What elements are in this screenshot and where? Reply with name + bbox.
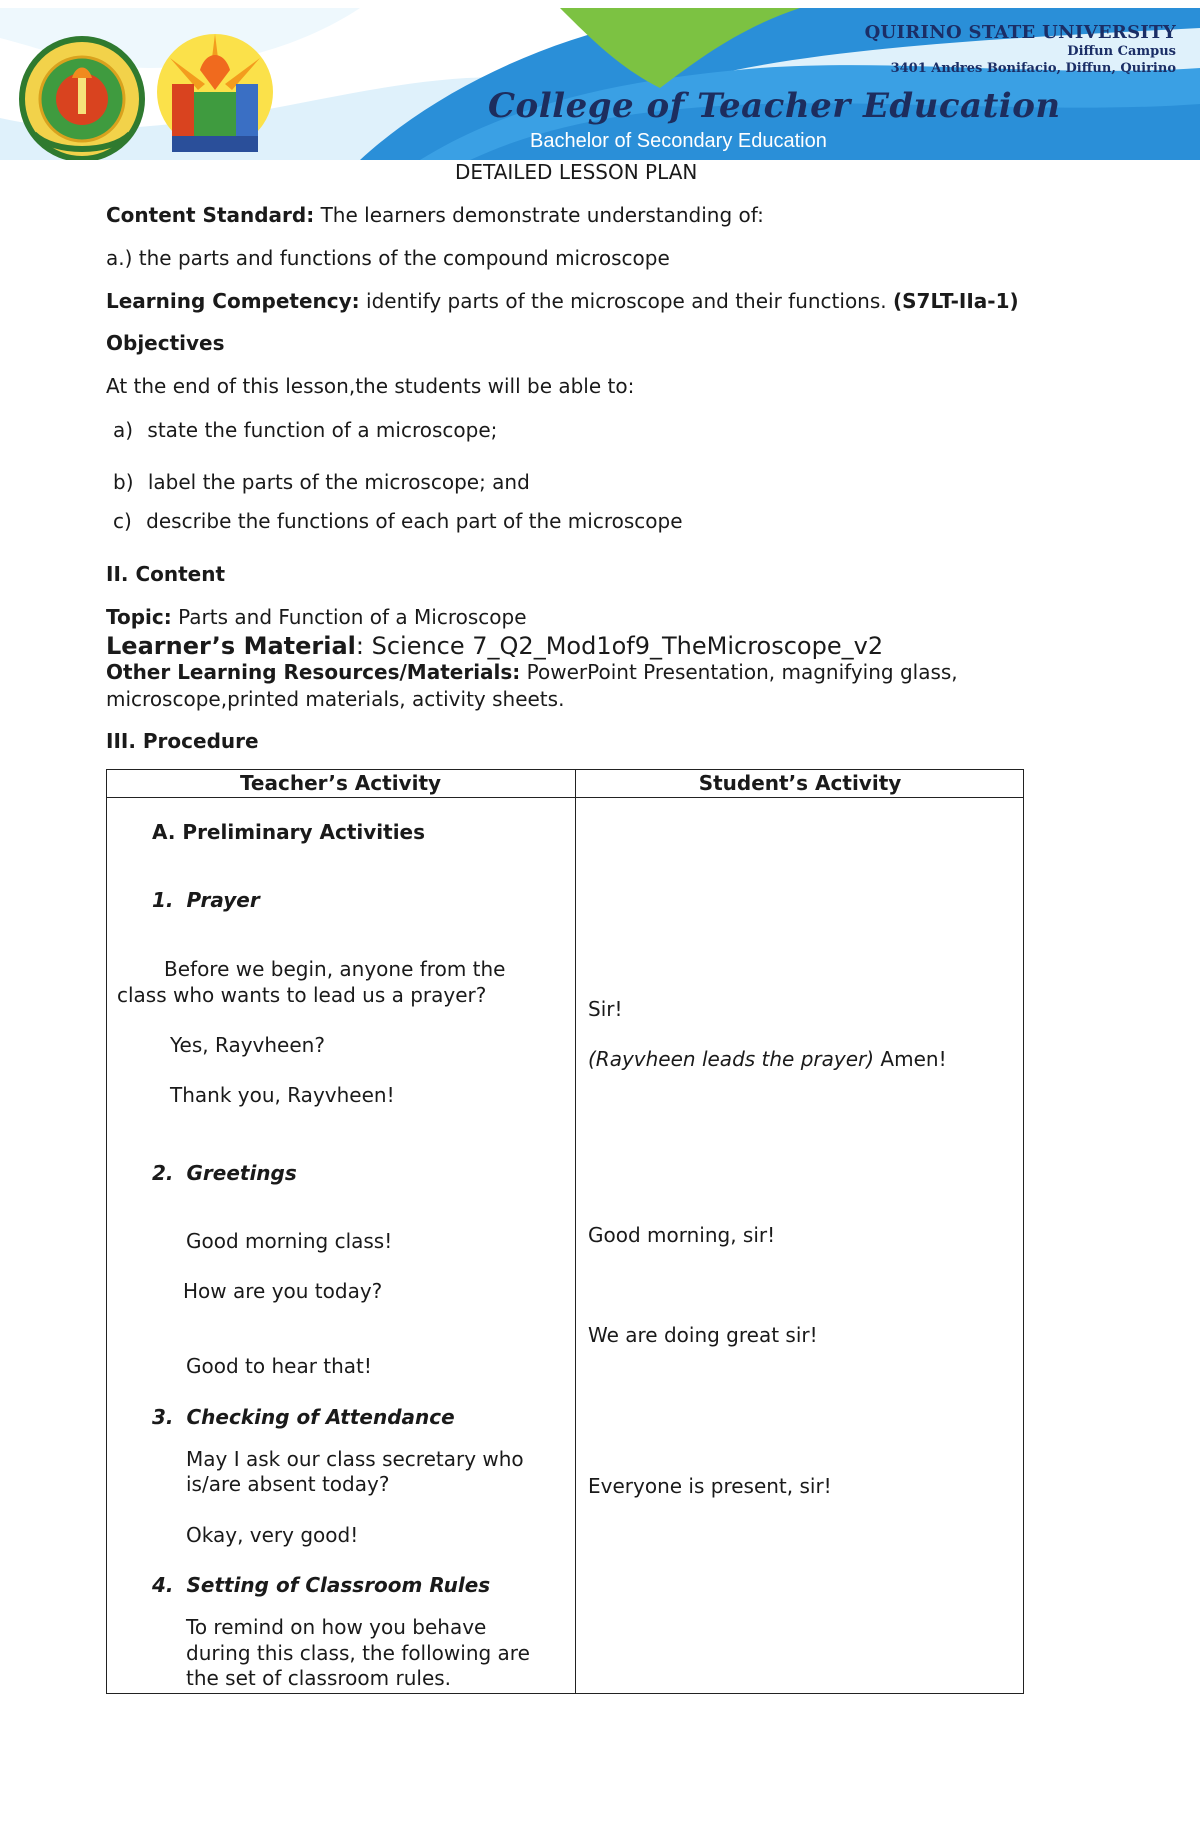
topic-text: Parts and Function of a Microscope: [178, 605, 527, 629]
learners-material-label: Learner’s Material: [106, 632, 356, 660]
student-line: Sir!: [588, 997, 623, 1021]
teacher-line: Good morning class!: [186, 1229, 393, 1253]
objective-item: [113, 418, 497, 442]
teacher-line: May I ask our class secretary who: [186, 1447, 524, 1471]
university-name: QUIRINO STATE UNIVERSITY: [864, 22, 1176, 43]
learners-material: [106, 632, 883, 660]
teacher-line: during this class, the following are: [186, 1641, 530, 1665]
program-name: Bachelor of Secondary Education: [530, 130, 827, 152]
objective-text: state the function of a microscope;: [147, 418, 498, 442]
section-title: Prayer: [186, 888, 260, 912]
section-heading-attendance: [152, 1404, 455, 1430]
topic-label: Topic:: [106, 605, 172, 629]
procedure-heading: III. Procedure: [106, 729, 259, 753]
objectives-intro: At the end of this lesson,the students will be able to:: [106, 374, 635, 398]
objective-text: describe the functions of each part of the microscope: [146, 509, 683, 533]
header-banner: [0, 8, 1200, 160]
section-number: 2.: [152, 1161, 174, 1185]
teacher-line: class who wants to lead us a prayer?: [117, 983, 487, 1007]
college-of-teacher-education-logo-icon: [150, 28, 280, 160]
student-line: Good morning, sir!: [588, 1223, 776, 1247]
section-number: 1.: [152, 888, 174, 912]
other-resources-text: PowerPoint Presentation, magnifying glass,: [526, 660, 958, 684]
teacher-line: Good to hear that!: [186, 1354, 372, 1378]
section-heading-classroom-rules: [152, 1572, 490, 1598]
objective-text: label the parts of the microscope; and: [147, 470, 530, 494]
teacher-activity-header: Teacher’s Activity: [239, 771, 442, 795]
procedure-table: [106, 769, 1024, 1694]
document-title: DETAILED LESSON PLAN: [455, 160, 698, 184]
teacher-line: Before we begin, anyone from the: [164, 957, 506, 981]
section-title: Setting of Classroom Rules: [186, 1573, 491, 1597]
section-heading-prayer: [152, 887, 260, 913]
other-resources: [106, 660, 958, 684]
learners-material-text: : Science 7_Q2_Mod1of9_TheMicroscope_v2: [355, 632, 884, 660]
section-title: Checking of Attendance: [186, 1405, 455, 1429]
student-action: (Rayvheen leads the prayer): [588, 1047, 875, 1071]
student-line: We are doing great sir!: [588, 1323, 818, 1347]
student-response: Amen!: [880, 1047, 947, 1071]
student-line: Everyone is present, sir!: [588, 1474, 832, 1498]
teacher-line: To remind on how you behave: [186, 1615, 487, 1639]
header-divider: [106, 797, 1024, 798]
competency-label: Learning Competency:: [106, 289, 360, 313]
topic: [106, 605, 527, 629]
teacher-line: Okay, very good!: [186, 1523, 359, 1547]
student-line: [588, 1046, 947, 1072]
content-standard-item: a.) the parts and functions of the compound microscope: [106, 246, 670, 270]
section-title: Greetings: [186, 1161, 297, 1185]
competency-code: (S7LT-IIa-1): [893, 289, 1019, 313]
objective-item: [113, 470, 530, 494]
content-standard-label: Content Standard:: [106, 203, 315, 227]
preliminary-activities-heading: A. Preliminary Activities: [152, 820, 426, 844]
campus-address: 3401 Andres Bonifacio, Diffun, Quirino: [890, 61, 1176, 76]
column-divider: [575, 769, 576, 1694]
competency-text: identify parts of the microscope and their functions.: [366, 289, 887, 313]
objective-marker: b): [113, 470, 134, 494]
student-activity-header: Student’s Activity: [698, 771, 902, 795]
objective-marker: c): [113, 509, 132, 533]
teacher-line: is/are absent today?: [186, 1472, 390, 1496]
quirino-state-university-seal-icon: [14, 34, 150, 160]
teacher-line: Yes, Rayvheen?: [170, 1033, 325, 1057]
college-name: College of Teacher Education: [488, 86, 1061, 126]
objective-item: [113, 509, 683, 533]
content-heading: II. Content: [106, 562, 226, 586]
teacher-line: the set of classroom rules.: [186, 1666, 452, 1690]
learning-competency: [106, 289, 1019, 313]
teacher-line: How are you today?: [183, 1279, 383, 1303]
objective-marker: a): [113, 418, 134, 442]
other-resources-continued: microscope,printed materials, activity sheets.: [106, 687, 565, 711]
objectives-heading: Objectives: [106, 331, 225, 355]
campus-name: Diffun Campus: [1067, 44, 1176, 59]
teacher-line: Thank you, Rayvheen!: [170, 1083, 395, 1107]
other-resources-label: Other Learning Resources/Materials:: [106, 660, 521, 684]
content-standard-text: The learners demonstrate understanding of:: [320, 203, 764, 227]
section-heading-greetings: [152, 1160, 297, 1186]
section-number: 4.: [152, 1573, 174, 1597]
content-standard: [106, 203, 764, 227]
section-number: 3.: [152, 1405, 174, 1429]
